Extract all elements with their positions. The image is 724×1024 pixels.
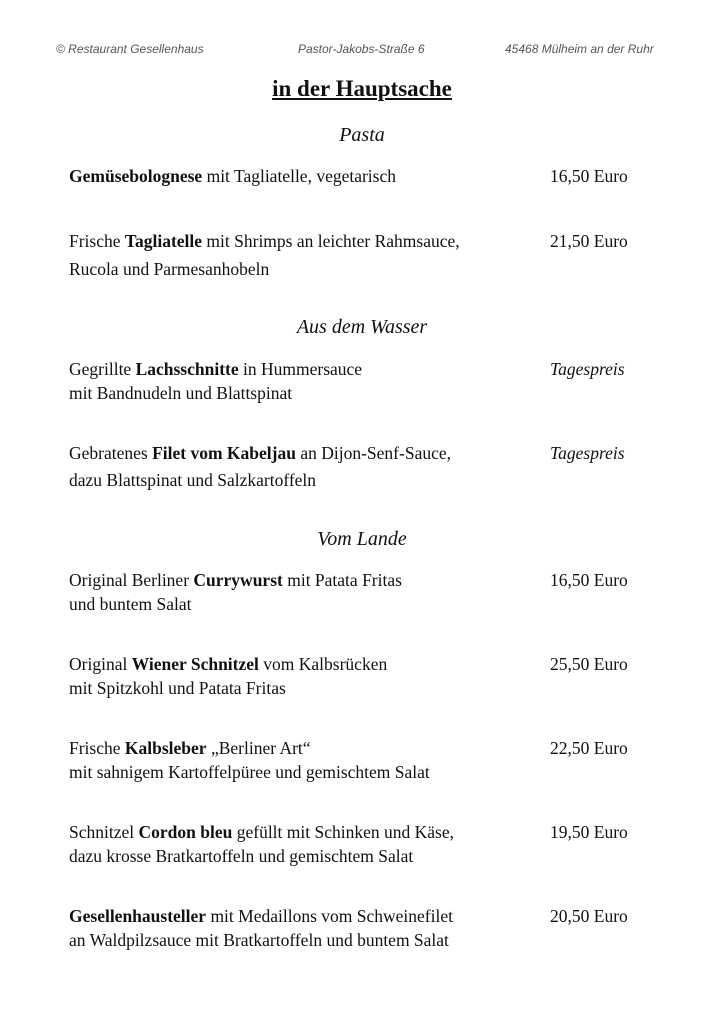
item-desc: in Hummersauce (238, 359, 363, 379)
item-desc-line2: dazu krosse Bratkartoffeln und gemischtem Salat (69, 846, 414, 866)
item-desc-line2: Rucola und Parmesanhobeln (69, 259, 270, 279)
section-heading: Pasta (339, 124, 385, 146)
item-price: Tagespreis (550, 443, 625, 463)
section-heading: Aus dem Wasser (296, 316, 428, 338)
item-desc-line2: an Waldpilzsauce mit Bratkartoffeln und buntem Salat (69, 930, 449, 950)
item-name: Tagliatelle (124, 231, 203, 251)
section-heading: Vom Lande (317, 528, 407, 550)
item-prefix: Original Berliner (69, 570, 194, 590)
item-name: Kalbsleber (124, 738, 207, 758)
item-price: 22,50 Euro (550, 738, 628, 758)
item-price: Tagespreis (550, 359, 625, 379)
item-name: Wiener Schnitzel (131, 654, 259, 674)
item-desc-line2: mit Spitzkohl und Patata Fritas (69, 678, 286, 698)
item-name: Lachsschnitte (135, 359, 239, 379)
item-desc: mit Shrimps an leichter Rahmsauce, (202, 231, 460, 251)
item-desc: an Dijon-Senf-Sauce, (295, 443, 451, 463)
item-desc: „Berliner Art“ (206, 738, 311, 758)
item-name: Cordon bleu (138, 822, 233, 842)
item-prefix: Gegrillte (69, 359, 136, 379)
item-desc-line2: dazu Blattspinat und Salzkartoffeln (69, 470, 317, 490)
item-prefix: Schnitzel (69, 822, 139, 842)
item-prefix: Frische (69, 231, 125, 251)
item-desc: mit Medaillons vom Schweinefilet (206, 906, 453, 926)
item-name: Filet vom Kabeljau (152, 443, 296, 463)
header-city: 45468 Mülheim an der Ruhr (505, 42, 654, 56)
item-name: Gemüsebolognese (69, 166, 203, 186)
item-desc: vom Kalbsrücken (258, 654, 388, 674)
item-price: 20,50 Euro (550, 906, 628, 926)
item-desc-line2: und buntem Salat (69, 594, 192, 614)
item-name: Gesellenhausteller (69, 906, 207, 926)
item-price: 19,50 Euro (550, 822, 628, 842)
item-desc-line2: mit sahnigem Kartoffelpüree und gemischtem Salat (69, 762, 430, 782)
item-price: 16,50 Euro (550, 570, 628, 590)
page-title: in der Hauptsache (272, 76, 452, 101)
item-desc: gefüllt mit Schinken und Käse, (232, 822, 454, 842)
item-price: 21,50 Euro (550, 231, 628, 251)
item-desc: mit Patata Fritas (282, 570, 402, 590)
item-prefix: Gebratenes (69, 443, 153, 463)
item-desc: mit Tagliatelle, vegetarisch (202, 166, 397, 186)
header-restaurant: © Restaurant Gesellenhaus (56, 42, 204, 56)
header-street: Pastor-Jakobs-Straße 6 (298, 42, 425, 56)
item-price: 16,50 Euro (550, 166, 628, 186)
item-name: Currywurst (193, 570, 283, 590)
item-desc-line2: mit Bandnudeln und Blattspinat (69, 383, 293, 403)
item-price: 25,50 Euro (550, 654, 628, 674)
item-prefix: Frische (69, 738, 125, 758)
item-prefix: Original (69, 654, 132, 674)
